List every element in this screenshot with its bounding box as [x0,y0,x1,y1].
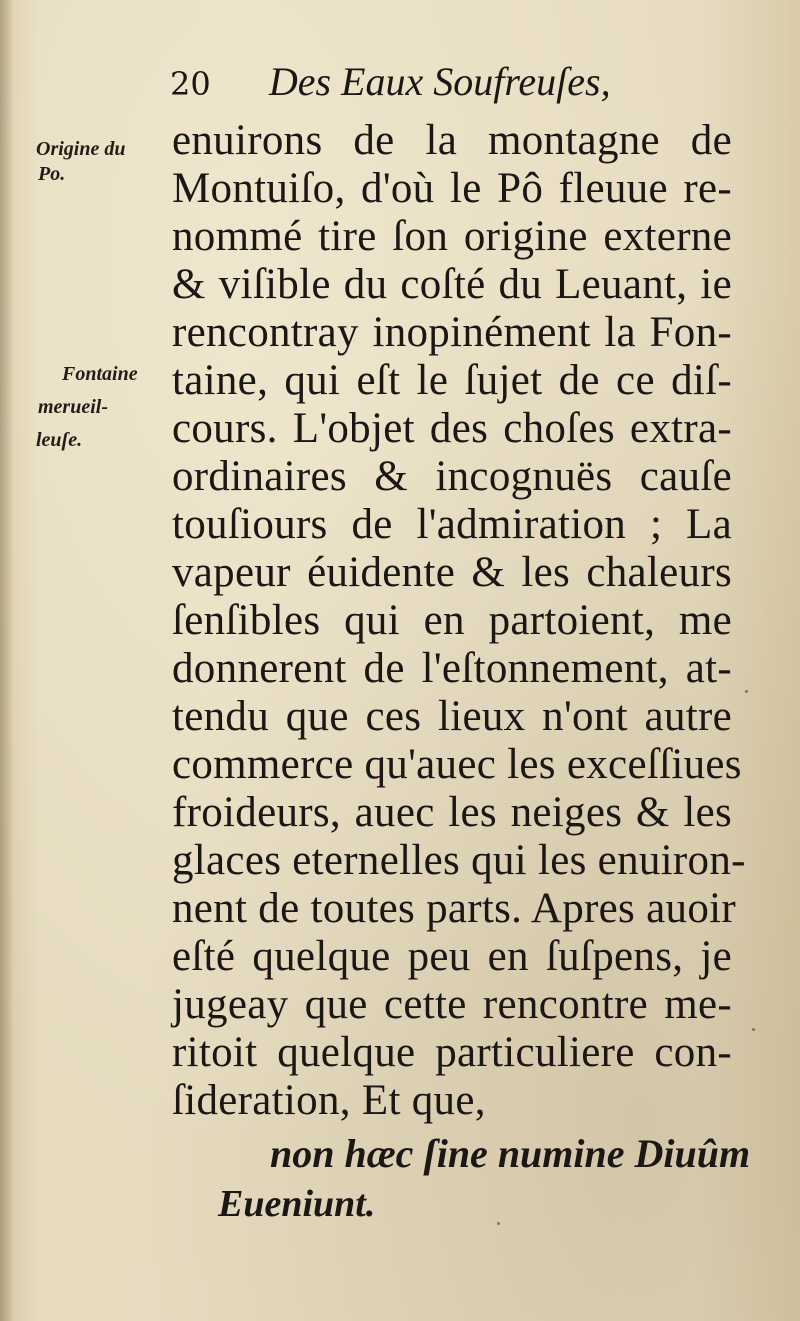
running-title: Des Eaux Soufreuſes, [268,59,611,104]
text-line: froideurs, auec les neiges & les [172,789,732,836]
text-line: cours. L'objet des choſes extra- [172,405,732,452]
text-line: glaces eternelles qui les enuiron- [172,837,746,884]
text-line: jugeay que cette rencontre me- [172,981,732,1028]
text-line: ſenſibles qui en partoient, me [172,597,732,644]
text-line: rencontray inopinément la Fon- [172,309,732,356]
margin-note-origin-line-2: Po. [38,163,66,185]
text-line: Montuiſo, d'où le Pô fleuue re- [172,165,732,212]
text-line: ſideration, Et que, [172,1077,486,1124]
margin-note-origin-line-1: Origine du [36,138,126,160]
text-line: & viſible du coſté du Leuant, ie [172,261,732,308]
text-line: commerce qu'auec les exceſſiues [172,741,742,788]
ink-speck [745,690,748,693]
text-line: taine, qui eſt le ſujet de ce diſ- [172,357,732,404]
text-line: ritoit quelque particuliere con- [172,1029,732,1076]
text-line: nent de toutes parts. Apres auoir [172,885,736,932]
margin-note-fountain-line-2: merueil- [38,396,108,418]
latin-quote [0,1130,800,1250]
margin-note-fountain-line-3: leuſe. [36,429,83,451]
text-line: eſté quelque peu en ſuſpens, je [172,933,732,980]
text-line: ordinaires & incognuës cauſe [172,453,732,500]
page-number: 20 [170,65,211,103]
text-line: enuirons de la montagne de [172,117,732,164]
body-text [172,117,746,1125]
ink-speck [497,1222,500,1225]
running-head [170,59,611,104]
text-line: vapeur éuidente & les chaleurs [172,549,732,596]
quote-line-1: non hæc ſine numine Diuûm [270,1131,751,1176]
text-line: donnerent de l'eſtonnement, at- [172,645,732,692]
page-gutter-shadow [0,0,14,1321]
ink-speck [752,1028,755,1031]
quote-line-2: Eueniunt. [218,1183,376,1225]
text-line: tendu que ces lieux n'ont autre [172,693,732,740]
text-line: touſiours de l'admiration ; La [172,501,732,548]
margin-note-fountain-line-1: Fontaine [62,363,138,385]
text-line: nommé tire ſon origine externe [172,213,732,260]
